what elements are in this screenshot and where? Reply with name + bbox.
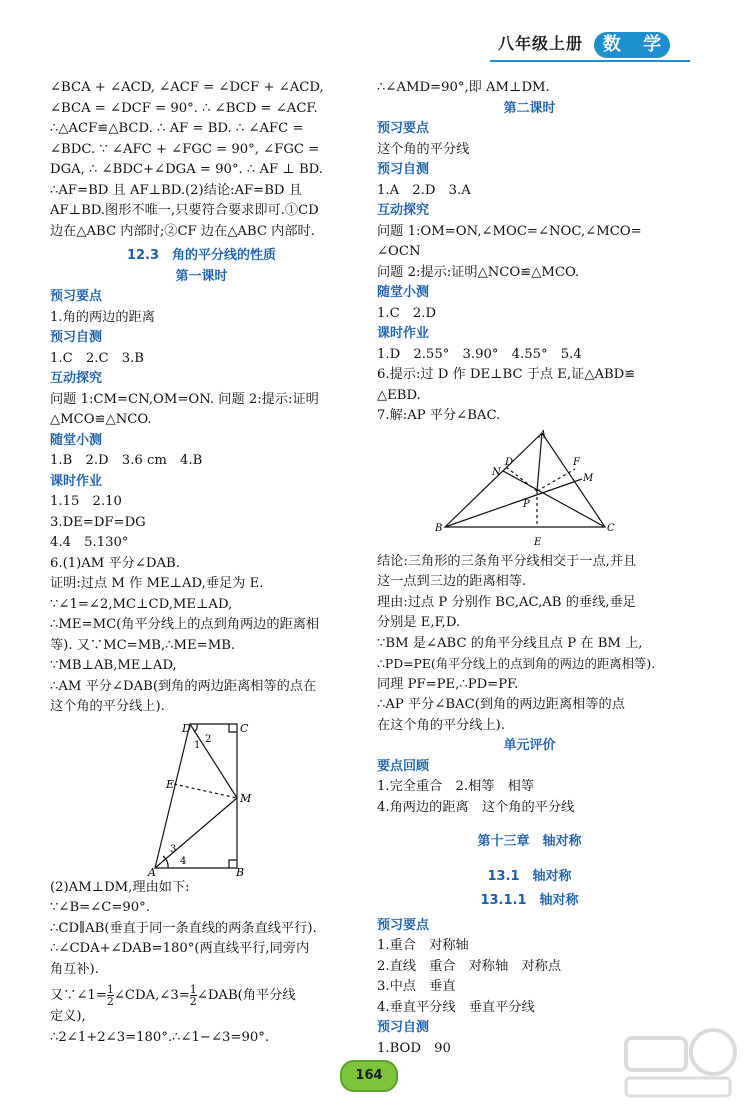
text-line: 结论:三角形的三条角平分线相交于一点,并且 — [377, 553, 637, 569]
text-line: 问题 1:CM=CN,OM=ON. 问题 2:提示:证明 — [50, 391, 319, 407]
lesson-title: 第一课时 — [175, 268, 228, 284]
text-line: 4.4 5.130° — [50, 535, 129, 550]
text-line: 这一点到三边的距离相等. — [377, 574, 527, 589]
text-line: 问题 2:提示:证明△NCO≌△MCO. — [377, 264, 580, 280]
angle-3-label: 3 — [170, 843, 177, 855]
text-line: 7.解:AP 平分∠BAC. — [377, 408, 501, 423]
text-line: 1.完全重合 2.相等 相等 — [377, 779, 535, 794]
text-line: AF⊥BD.图形不唯一,只要符合要求即可.①CD — [50, 203, 319, 218]
text-line: ∴PD=PE(角平分线上的点到角的两边的距离相等). — [377, 656, 656, 671]
angle-1-label: 1 — [194, 739, 201, 751]
text-line: 1.C 2.C 3.B — [50, 350, 144, 366]
text-line: ∠BCA = ∠DCF = 90°. ∴ ∠BCD = ∠ACF. — [50, 100, 318, 116]
text-fragment: ∠DAB(角平分线 — [196, 988, 296, 1003]
text-line: ∵BM 是∠ABC 的角平分线且点 P 在 BM 上, — [377, 635, 643, 651]
chapter-title: 第十三章 轴对称 — [477, 834, 582, 849]
text-line: 1.15 2.10 — [50, 494, 122, 509]
text-line: ∴CD∥AB(垂直于同一条直线的两条直线平行). — [50, 920, 317, 936]
text-line: 1.D 2.55° 3.90° 4.55° 5.4 — [377, 346, 582, 362]
text-line: 1.B 2.D 3.6 cm 4.B — [50, 453, 203, 468]
text-fragment: ∠CDA,∠3= — [113, 988, 190, 1003]
text-line: 角互补). — [50, 961, 99, 977]
fraction-half — [190, 984, 197, 1007]
text-line: 这个角的平分线 — [377, 141, 470, 157]
section-heading: 课时作业 — [377, 326, 430, 341]
text-line: ∵∠B=∠C=90°. — [50, 900, 150, 915]
text-line: ∴ME=MC(角平分线上的点到角两边的距离相 — [50, 617, 320, 632]
section-heading: 预习要点 — [50, 289, 103, 304]
fraction-denominator: 2 — [189, 995, 197, 1008]
section-heading: 预习自测 — [50, 330, 103, 345]
fraction-denominator: 2 — [106, 995, 114, 1008]
watermark-logo — [618, 1022, 738, 1102]
text-line: ∴∠AMD=90°,即 AM⊥DM. — [377, 80, 550, 95]
text-line: △MCO≌△NCO. — [50, 412, 152, 427]
fraction-half — [107, 984, 114, 1007]
text-fragment: 又∵∠1= — [50, 988, 107, 1003]
section-heading: 要点回顾 — [377, 758, 430, 774]
left-column — [50, 78, 353, 1048]
section-heading: 随堂小测 — [50, 432, 103, 448]
section-heading: 预习自测 — [377, 162, 430, 177]
text-line: 1.A 2.D 3.A — [377, 182, 471, 198]
text-line: ∠BCA + ∠ACD, ∠ACF = ∠DCF + ∠ACD, — [50, 80, 324, 95]
section-heading: 课时作业 — [50, 473, 103, 489]
text-line: ∴AF=BD 且 AF⊥BD.(2)结论:AF=BD 且 — [50, 182, 302, 198]
section-heading: 随堂小测 — [377, 285, 430, 300]
text-line: 定义), — [50, 1009, 86, 1024]
text-line: 边在△ABC 内部时;②CF 边在△ABC 内部时. — [50, 223, 315, 239]
text-line: 3.DE=DF=DG — [50, 514, 146, 530]
section-heading: 互动探究 — [377, 203, 430, 218]
text-line: 6.(1)AM 平分∠DAB. — [50, 555, 180, 571]
label-E: E — [534, 536, 542, 548]
text-line: 1.BOD 90 — [377, 1040, 451, 1056]
text-line: 2.直线 重合 对称轴 对称点 — [377, 958, 562, 974]
subsection-title: 13.1.1 轴对称 — [480, 893, 579, 908]
triangle-figure — [377, 427, 682, 552]
text-line: 这个角的平分线上). — [50, 699, 165, 714]
text-line: 3.中点 垂直 — [377, 979, 456, 994]
text-line: 1.C 2.D — [377, 305, 437, 321]
text-line: ∴∠CDA+∠DAB=180°(两直线平行,同旁内 — [50, 941, 310, 956]
section-title: 12.3 角的平分线的性质 — [126, 248, 277, 263]
text-line: DGA, ∴ ∠BDC+∠DGA = 90°. ∴ AF ⊥ BD. — [50, 162, 323, 177]
label-D: D — [505, 456, 514, 468]
text-line: 1.角的两边的距离 — [50, 309, 155, 325]
text-line: (2)AM⊥DM,理由如下: — [50, 879, 190, 895]
fraction-numerator: 1 — [189, 983, 197, 996]
text-line: ∵∠1=∠2,MC⊥CD,ME⊥AD, — [50, 596, 233, 612]
page-number: 164 — [340, 1060, 398, 1092]
fraction-line — [50, 984, 353, 1007]
subject-badge: 数 学 — [594, 32, 670, 58]
label-D: D — [182, 721, 191, 735]
text-line: 4.垂直平分线 垂直平分线 — [377, 999, 535, 1015]
header-title: 八年级上册 — [498, 34, 584, 53]
text-line: 理由:过点 P 分别作 BC,AC,AB 的垂线,垂足 — [377, 594, 636, 610]
section-heading: 互动探究 — [50, 371, 103, 386]
label-B: B — [236, 865, 245, 878]
unit-title: 单元评价 — [503, 738, 556, 753]
text-line: ∴△ACF≌△BCD. ∴ AF = BD. ∴ ∠AFC = — [50, 121, 304, 136]
right-column — [377, 78, 682, 1059]
section-heading: 预习自测 — [377, 1020, 430, 1035]
text-line: 在这个角的平分线上). — [377, 717, 506, 733]
label-M: M — [583, 472, 594, 484]
angle-2-label: 2 — [205, 733, 212, 745]
text-line: 同理 PF=PE,∴PD=PF. — [377, 676, 519, 692]
text-line: ∠OCN — [377, 244, 421, 259]
text-line: ∴AP 平分∠BAC(到角的两边距离相等的点 — [377, 697, 625, 712]
text-line: 等). 又∵MC=MB,∴ME=MB. — [50, 637, 236, 653]
text-line: ∠BDC. ∵ ∠AFC + ∠FGC = 90°, ∠FGC = — [50, 141, 320, 157]
label-N: N — [492, 466, 501, 478]
text-line: △EBD. — [377, 387, 421, 403]
label-E: E — [166, 777, 175, 791]
lesson-title: 第二课时 — [503, 100, 556, 116]
label-A: A — [539, 428, 547, 440]
text-line: ∵MB⊥AB,ME⊥AD, — [50, 658, 177, 673]
label-M: M — [240, 791, 252, 805]
text-line: 1.重合 对称轴 — [377, 938, 469, 953]
text-line: ∴2∠1+2∠3=180°.∴∠1−∠3=90°. — [50, 1029, 270, 1045]
label-A: A — [148, 865, 156, 878]
text-line: ∴AM 平分∠DAB(到角的两边距离相等的点在 — [50, 678, 317, 694]
text-line: 6.提示:过 D 作 DE⊥BC 于点 E,证△ABD≌ — [377, 367, 636, 382]
label-F: F — [573, 456, 580, 468]
section-heading: 预习要点 — [377, 121, 430, 136]
text-line: 证明:过点 M 作 ME⊥AD,垂足为 E. — [50, 576, 264, 591]
label-B: B — [435, 522, 443, 534]
header-rule — [490, 60, 690, 62]
section-heading: 预习要点 — [377, 917, 430, 933]
label-C: C — [240, 721, 249, 735]
fraction-numerator: 1 — [106, 983, 114, 996]
trapezoid-figure — [50, 718, 353, 878]
label-C: C — [607, 522, 615, 534]
text-line: 4.角两边的距离 这个角的平分线 — [377, 799, 575, 815]
label-P: P — [523, 498, 530, 510]
subsection-title: 13.1 轴对称 — [487, 868, 572, 884]
text-line: 分别是 E,F,D. — [377, 615, 461, 630]
angle-4-label: 4 — [180, 855, 187, 867]
text-line: 问题 1:OM=ON,∠MOC=∠NOC,∠MCO= — [377, 223, 642, 239]
